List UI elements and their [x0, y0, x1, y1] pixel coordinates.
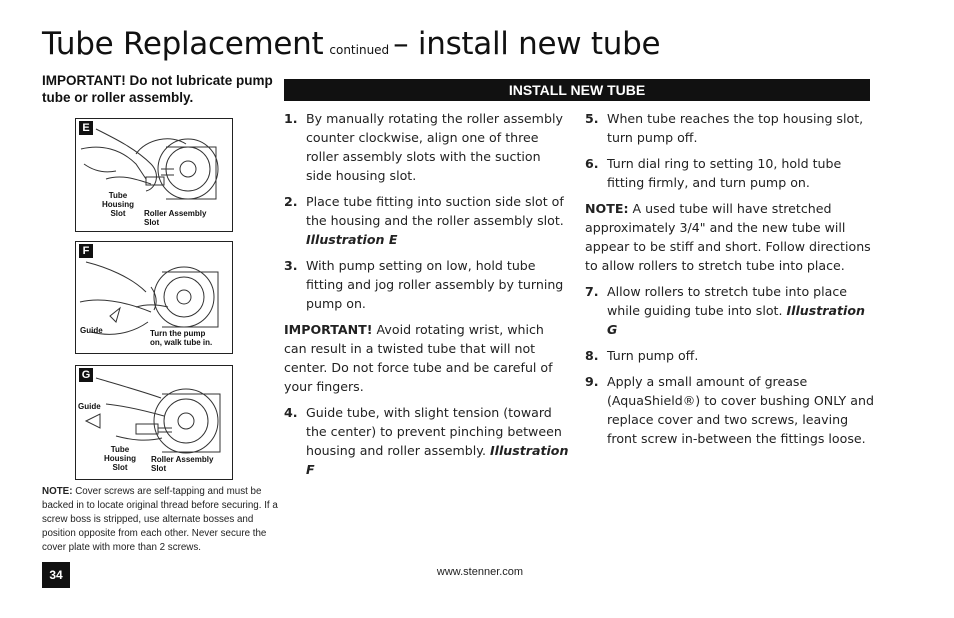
turn-pump-on-label: Turn the pump on, walk tube in. [150, 329, 213, 347]
roller-assembly-slot-label: Roller Assembly Slot [144, 209, 207, 227]
step-2 [284, 192, 570, 249]
important-paragraph [284, 320, 570, 396]
step-text: Guide tube, with slight tension (toward the center) to prevent pinching between housing and roller assembly. [306, 405, 562, 458]
tube-housing-slot-label: Tube Housing Slot [102, 191, 134, 218]
page-number: 34 [42, 562, 70, 588]
step-6 [585, 154, 875, 192]
step-number: 2. [284, 194, 298, 209]
step-3 [284, 256, 570, 313]
step-text: With pump setting on low, hold tube fitting and jog roller assembly by turning pump on. [306, 258, 564, 311]
step-text: By manually rotating the roller assembly counter clockwise, align one of three roller assembly slots with the suction side housing slot. [306, 111, 563, 183]
step-number: 5. [585, 111, 599, 126]
illustration-g-reference: Illustration G [607, 303, 865, 337]
footer-url[interactable]: www.stenner.com [436, 566, 524, 578]
roller-assembly-slot-label-g: Roller Assembly Slot [151, 455, 214, 473]
stretch-note-text: A used tube will have stretched approximately 3/4" and the new tube will appear to be stiff and short. Follow directions to allow rollers to stretch tube into place. [585, 201, 871, 273]
step-4 [284, 403, 570, 479]
left-column [42, 72, 286, 106]
stretch-note-label: NOTE: [585, 201, 629, 216]
step-5 [585, 109, 875, 147]
important-lubricate-warning: IMPORTANT! Do not lubricate pump tube or roller assembly. [42, 73, 273, 105]
step-text: When tube reaches the top housing slot, turn pump off. [607, 111, 864, 145]
step-number: 4. [284, 405, 298, 420]
step-text: Apply a small amount of grease (AquaShield®) to cover bushing ONLY and replace cover and two screws, leaving front screw in-between the fittings loose. [607, 374, 874, 446]
illustration-g-badge: G [79, 368, 93, 382]
cover-screws-note [42, 485, 286, 555]
step-7 [585, 282, 875, 339]
title-continued: continued [329, 43, 390, 57]
step-text: Turn pump off. [607, 348, 699, 363]
step-text: Place tube fitting into suction side slot of the housing and the roller assembly slot. [306, 194, 564, 228]
step-number: 3. [284, 258, 298, 273]
guide-label-g: Guide [78, 402, 101, 411]
title-sub: – install new tube [393, 26, 661, 62]
important-text: Avoid rotating wrist, which can result in a twisted tube that will not center. Do not force tube and be careful of your fingers. [284, 322, 553, 394]
illustration-f [75, 241, 233, 354]
cover-screws-note-text: Cover screws are self-tapping and must be backed in to locate original thread before securing. If a screw boss is stripped, use alternate bosses and position opposite from each other. Never secure the cover plate with more than 2 screws. [42, 486, 278, 553]
step-number: 9. [585, 374, 599, 389]
tube-housing-slot-label-g: Tube Housing Slot [104, 445, 136, 472]
step-number: 7. [585, 284, 599, 299]
illustration-e [75, 118, 233, 232]
illustration-f-reference: Illustration F [306, 443, 569, 477]
section-heading: INSTALL NEW TUBE [284, 79, 870, 101]
page-title [42, 24, 660, 70]
steps-column-1 [284, 109, 570, 486]
cover-screws-note-label: NOTE: [42, 486, 73, 497]
steps-column-2 [585, 109, 875, 455]
step-9 [585, 372, 875, 448]
step-text: Allow rollers to stretch tube into place while guiding tube into slot. [607, 284, 848, 318]
step-1 [284, 109, 570, 185]
step-number: 8. [585, 348, 599, 363]
important-label: IMPORTANT! [284, 322, 373, 337]
stretch-note-paragraph [585, 199, 875, 275]
step-number: 1. [284, 111, 298, 126]
illustration-e-reference: Illustration E [306, 232, 398, 247]
title-main: Tube Replacement [42, 26, 324, 62]
illustration-f-badge: F [79, 244, 93, 258]
step-8 [585, 346, 875, 365]
step-number: 6. [585, 156, 599, 171]
guide-label: Guide [80, 326, 103, 335]
illustration-g [75, 365, 233, 480]
step-text: Turn dial ring to setting 10, hold tube fitting firmly, and turn pump on. [607, 156, 842, 190]
illustration-e-badge: E [79, 121, 93, 135]
